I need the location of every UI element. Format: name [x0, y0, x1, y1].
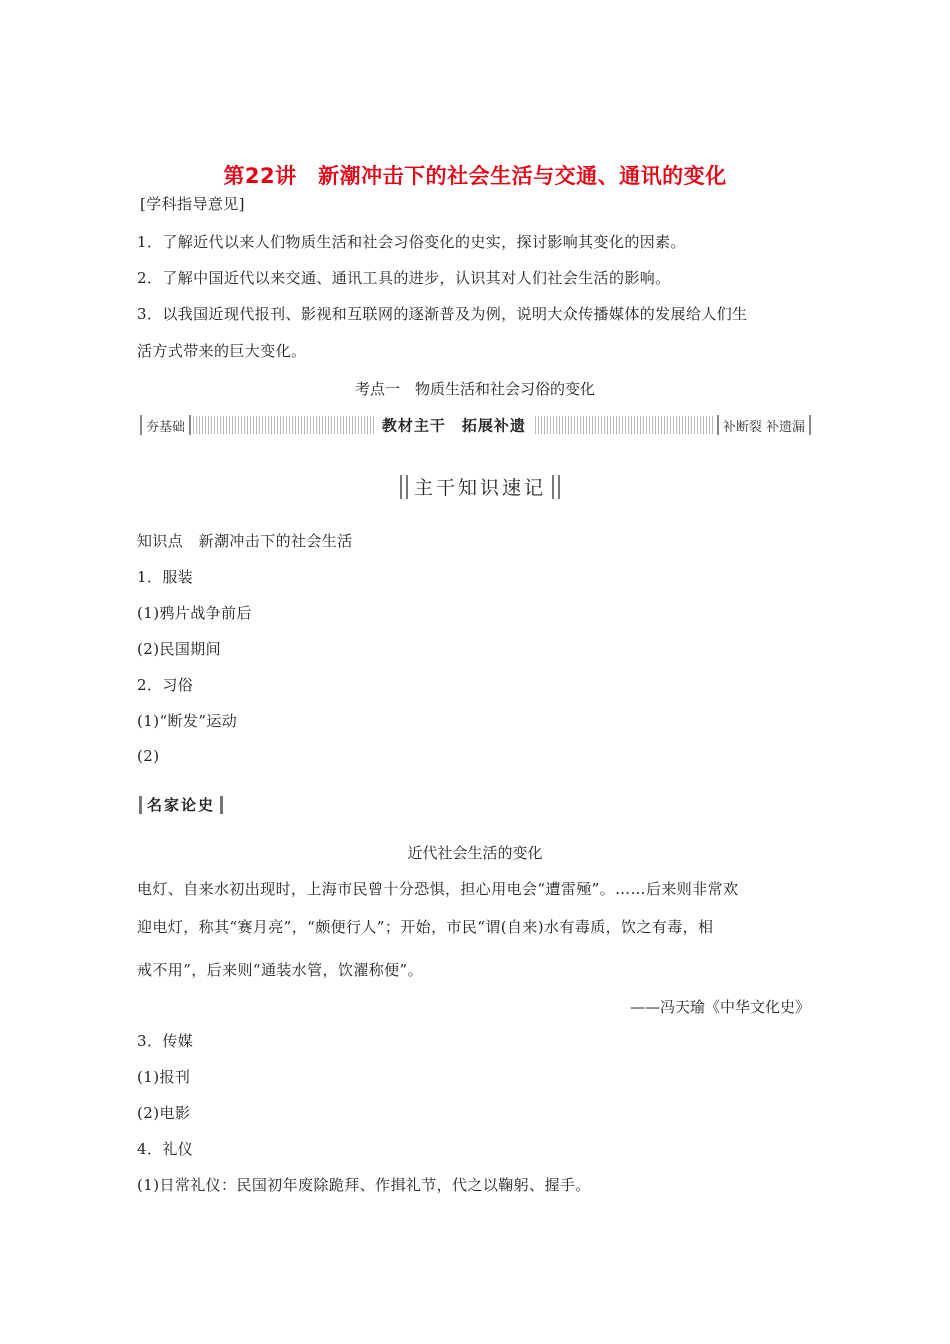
title-bar-right: [558, 475, 560, 499]
label-bar: [220, 796, 223, 814]
label-bar: [139, 796, 142, 814]
quote-line: 迎电灯，称其“赛月亮”，“颇便行人”；开始，市民“谓(自来)水有毒质，饮之有毒，相: [137, 918, 714, 936]
list-item: (1)日常礼仪：民国初年废除跪拜、作揖礼节，代之以鞠躬、握手。: [137, 1176, 591, 1194]
banner-divider: [809, 415, 811, 435]
list-item: 1．服装: [137, 568, 194, 586]
list-item: (1)鸦片战争前后: [137, 604, 252, 622]
famous-label-text: 名家论史: [147, 796, 216, 814]
list-item: (2)民国期间: [137, 640, 222, 658]
title-bar-left: [406, 475, 408, 499]
banner-left-label: 夯基础: [146, 419, 186, 435]
list-item: (1)“断发”运动: [137, 712, 238, 730]
title-bar-right: [552, 475, 554, 499]
page-title: 第22讲 新潮冲击下的社会生活与交通、通讯的变化: [223, 164, 727, 188]
list-item: 2．习俗: [137, 676, 194, 694]
box-title: [398, 473, 562, 500]
list-item: 3．传媒: [137, 1032, 194, 1050]
quote-line: 电灯、自来水初出现时，上海市民曾十分恐惧，担心用电会“遭雷殛”。……后来则非常欢: [137, 880, 739, 898]
section-banner: [140, 413, 811, 437]
famous-commentary-label: [134, 794, 228, 815]
banner-divider: [189, 415, 191, 435]
guidance-heading: [学科指导意见]: [140, 195, 245, 213]
box-title-text: 主干知识速记: [414, 477, 547, 499]
list-item: 4．礼仪: [137, 1140, 194, 1158]
banner-right-label: 补断裂 补遗漏: [722, 419, 805, 435]
guidance-item: 2．了解中国近代以来交通、通讯工具的进步，认识其对人们社会生活的影响。: [137, 269, 671, 287]
banner-dotted-band: [193, 416, 715, 434]
banner-center-label: 教材主干 拓展补遗: [374, 415, 534, 436]
list-item: (2): [137, 747, 160, 765]
guidance-item: 3．以我国近现代报刊、影视和互联网的逐渐普及为例，说明大众传播媒体的发展给人们生: [137, 305, 748, 323]
knowledge-heading: 知识点 新潮冲击下的社会生活: [137, 532, 353, 550]
quote-title: 近代社会生活的变化: [407, 844, 543, 862]
quote-source: ——冯天瑜《中华文化史》: [629, 998, 810, 1016]
list-item: (2)电影: [137, 1104, 191, 1122]
list-item: (1)报刊: [137, 1068, 191, 1086]
quote-line: 戒不用”，后来则“通装水管，饮濯称便”。: [137, 961, 424, 979]
section-title: 考点一 物质生活和社会习俗的变化: [354, 380, 595, 398]
guidance-item: 1．了解近代以来人们物质生活和社会习俗变化的史实，探讨影响其变化的因素。: [137, 233, 686, 251]
guidance-item: 活方式带来的巨大变化。: [137, 342, 307, 360]
title-bar-left: [400, 475, 402, 499]
